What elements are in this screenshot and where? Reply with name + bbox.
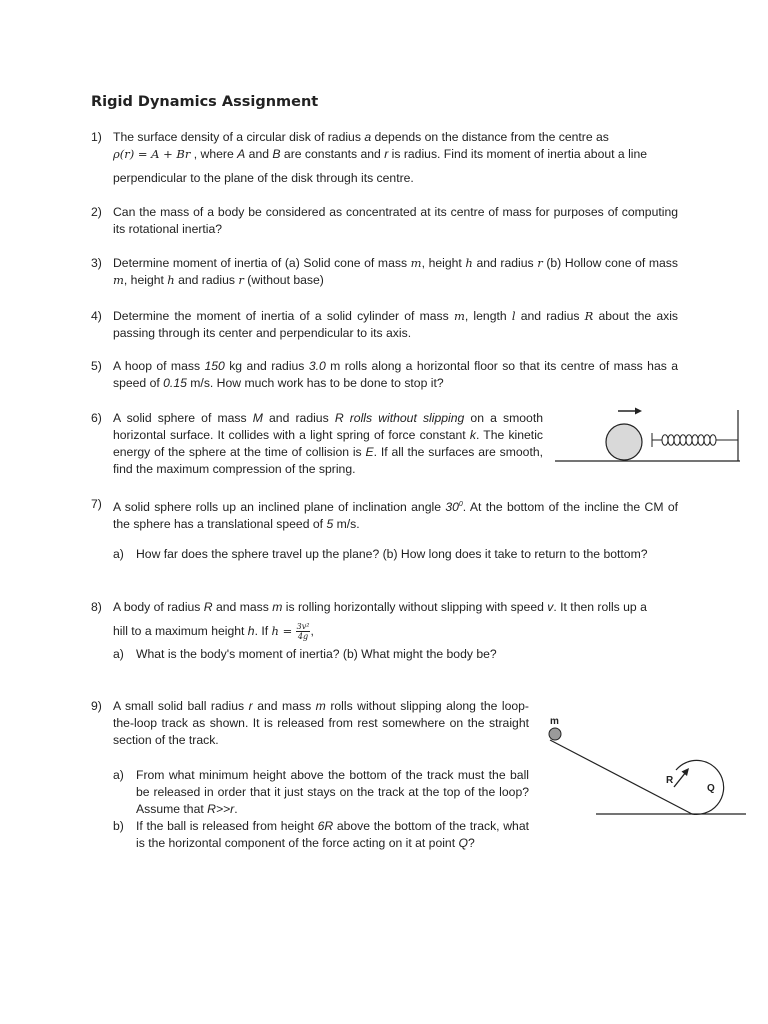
question-7: A solid sphere rolls up an inclined plane of inclination angle $30^0$. At the bottom of the incline the CM of the sphere has a translational speed of 5 m/s. [113,500,679,532]
question-4-number: 4) [91,309,102,323]
question-1-continued: perpendicular to the plane of the disk through its centre. [113,171,414,185]
question-8-continued: hill to a maximum height h. If h = $\frac{\text{3v²}}{4g}$ , [113,622,314,642]
question-9b: If the ball is released from height 6R above the bottom of the track, what is the horizontal component of the force acting on it at point Q? [136,819,529,850]
question-9-number: 9) [91,699,102,713]
loop-track-figure [536,710,751,820]
question-5-number: 5) [91,359,102,373]
question-8: A body of radius R and mass m is rolling horizontally without slipping with speed v. It then rolls up a [113,600,647,614]
question-4: Determine the moment of inertia of a solid cylinder of mass m, length l and radius R about the axis passing through its center and perpendicular to its axis. [113,309,679,340]
question-2: Can the mass of a body be considered as concentrated at its centre of mass for purposes of computing its rotational inertia? [113,205,678,236]
question-8a-label: a) [113,647,124,661]
question-7a: How far does the sphere travel up the plane? (b) How long does it take to return to the bottom? [136,547,648,561]
question-9a: From what minimum height above the bottom of the track must the ball be released in order that it just stays on the track at the top of the loop? Assume that R>>r. [136,768,529,816]
question-8-number: 8) [91,600,102,614]
label-Q: Q [707,783,715,794]
sphere-spring-figure [550,400,745,466]
radius-arrow [674,768,689,787]
question-5: A hoop of mass 150 kg and radius 3.0 m rolls along a horizontal floor so that its centre of mass has a speed of 0.15 m/s. How much work has to be done to stop it? [113,359,678,390]
question-7-number: 7) [91,497,102,511]
question-9b-label: b) [113,819,124,833]
question-7a-label: a) [113,547,124,561]
question-8a: What is the body's moment of inertia? (b) What might the body be? [136,647,497,661]
question-1: The surface density of a circular disk of radius a depends on the distance from the centre as ρ(r) = A + Br , where A and B are constants and r is radius. Find its moment of inertia about a line [113,130,648,161]
loop-arc [676,760,724,814]
label-R: R [666,775,674,786]
question-9a-label: a) [113,768,124,782]
question-3-number: 3) [91,256,102,270]
question-6-number: 6) [91,411,102,425]
spring-coil [652,433,738,447]
question-6: A solid sphere of mass M and radius R rolls without slipping on a smooth horizontal surface. It collides with a light spring of force constant k. The kinetic energy of the sphere at the time of collision is E. If all the surfaces are smooth, find the maximum compression of the spring. [113,411,544,476]
ball [549,728,561,740]
document-title: Rigid Dynamics Assignment [91,94,319,110]
label-m: m [550,716,559,727]
velocity-arrow [618,408,642,415]
height-equation: h = [271,624,293,638]
question-2-number: 2) [91,205,102,219]
density-formula: ρ(r) = A + Br [113,147,191,161]
question-1-number: 1) [91,130,102,144]
question-3: Determine moment of inertia of (a) Solid cone of mass m, height h and radius r (b) Hollow cone of mass m, height h and radius r (without base) [113,256,678,287]
question-9: A small solid ball radius r and mass m rolls without slipping along the loop-the-loop track as shown. It is released from rest somewhere on the straight section of the track. [113,699,529,747]
height-fraction: $\frac{\text{3v²}}{4g}$ [296,622,310,642]
sphere-circle [606,424,642,460]
